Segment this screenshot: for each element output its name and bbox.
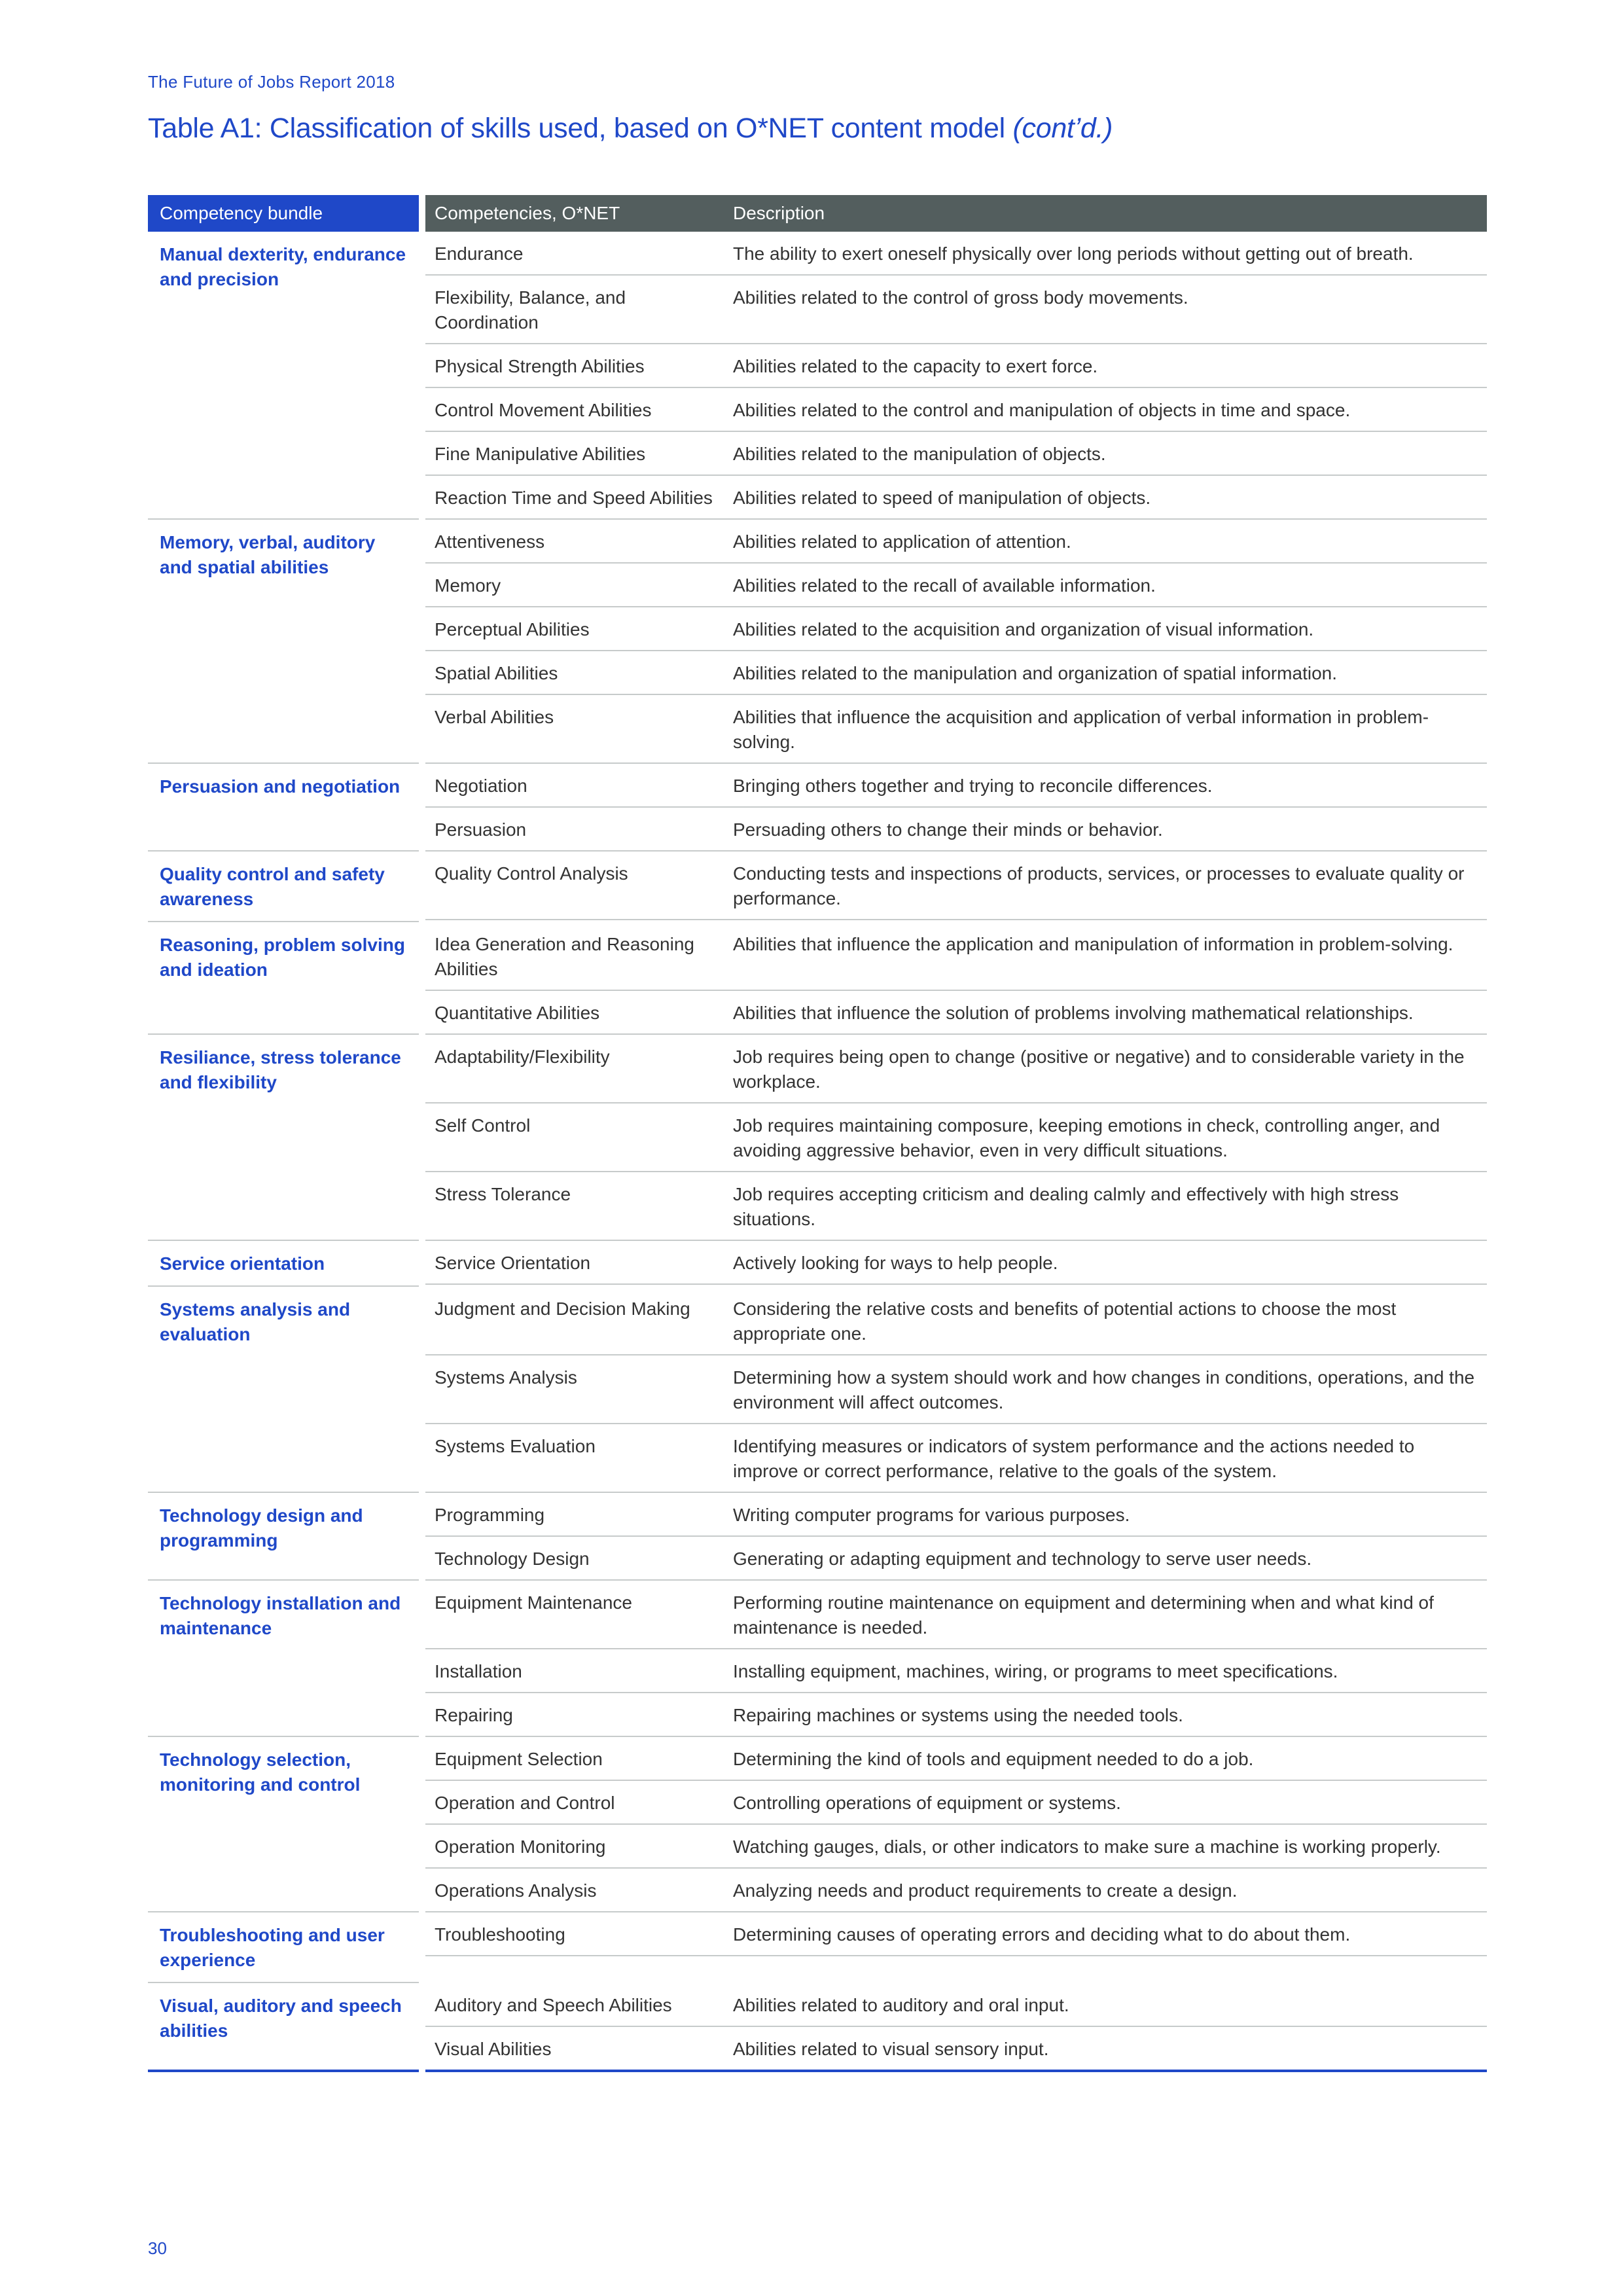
competency-group [148, 922, 1487, 1035]
description-cell: Abilities related to the manipulation and organization of spatial information. [733, 663, 1338, 683]
table-row [425, 1172, 1487, 1241]
competency-cell: Quality Control Analysis [435, 863, 628, 884]
description-cell: Determining the kind of tools and equipment needed to do a job. [733, 1749, 1254, 1769]
competency-cell: Reaction Time and Speed Abilities [435, 488, 713, 508]
table-row [425, 1983, 1487, 2027]
table-row [425, 1241, 1487, 1285]
competency-bundle-cell: Memory, verbal, auditory and spatial abilities [148, 520, 419, 764]
description-cell: The ability to exert oneself physically over long periods without getting out of breath. [733, 243, 1414, 264]
description-cell: Generating or adapting equipment and technology to serve user needs. [733, 1549, 1312, 1569]
competency-cell: Systems Analysis [435, 1367, 577, 1388]
competency-items [425, 1983, 1487, 2072]
table-row [425, 808, 1487, 852]
competency-cell: Control Movement Abilities [435, 400, 652, 420]
competency-cell: Self Control [435, 1115, 531, 1136]
description-cell: Abilities related to the control and manipulation of objects in time and space. [733, 400, 1351, 420]
description-cell: Abilities related to the acquisition and organization of visual information. [733, 619, 1314, 639]
competency-group [148, 1035, 1487, 1241]
competency-cell: Physical Strength Abilities [435, 356, 645, 376]
description-cell: Abilities that influence the solution of problems involving mathematical relationships. [733, 1003, 1414, 1023]
competency-cell: Spatial Abilities [435, 663, 558, 683]
table-row [425, 2027, 1487, 2072]
table-row [425, 476, 1487, 520]
competency-cell: Installation [435, 1661, 522, 1681]
table-row [425, 1035, 1487, 1103]
competency-items [425, 1287, 1487, 1493]
competency-group [148, 1737, 1487, 1912]
table-header-row [148, 195, 1487, 232]
competency-group [148, 1493, 1487, 1581]
competency-cell: Fine Manipulative Abilities [435, 444, 646, 464]
competency-cell: Auditory and Speech Abilities [435, 1995, 672, 2015]
running-head: The Future of Jobs Report 2018 [148, 72, 395, 92]
competency-cell: Operations Analysis [435, 1880, 597, 1901]
competency-cell: Equipment Selection [435, 1749, 603, 1769]
description-cell: Persuading others to change their minds or behavior. [733, 819, 1163, 840]
competency-cell: Perceptual Abilities [435, 619, 590, 639]
table-row [425, 1737, 1487, 1781]
description-cell: Watching gauges, dials, or other indicators to make sure a machine is working properly. [733, 1837, 1441, 1857]
header-description: Description [733, 195, 1487, 232]
description-cell: Job requires accepting criticism and dealing calmly and effectively with high stress situations. [733, 1184, 1399, 1229]
table-row [425, 520, 1487, 564]
competency-cell: Stress Tolerance [435, 1184, 571, 1204]
competency-cell: Programming [435, 1505, 545, 1525]
description-cell: Abilities related to the manipulation of objects. [733, 444, 1106, 464]
competency-items [425, 764, 1487, 852]
description-cell: Actively looking for ways to help people. [733, 1253, 1058, 1273]
table-row [425, 564, 1487, 607]
table-row [425, 1825, 1487, 1869]
description-cell: Determining causes of operating errors and deciding what to do about them. [733, 1924, 1351, 1945]
table-row [425, 1355, 1487, 1424]
table-title-contd: (cont’d.) [1012, 113, 1113, 144]
competency-group [148, 1983, 1487, 2072]
competency-items [425, 1737, 1487, 1912]
table-row [425, 388, 1487, 432]
competency-cell: Adaptability/Flexibility [435, 1047, 610, 1067]
table-row [425, 1581, 1487, 1649]
description-cell: Abilities related to the control of gross body movements. [733, 287, 1188, 308]
competency-cell: Negotiation [435, 776, 527, 796]
table-row [425, 232, 1487, 276]
competency-group [148, 852, 1487, 922]
description-cell: Job requires maintaining composure, keeping emotions in check, controlling anger, and avoiding aggressive behavior, even in very difficult situations. [733, 1115, 1440, 1160]
table-title-main: Table A1: Classification of skills used, based on O*NET content model [148, 113, 1013, 144]
description-cell: Controlling operations of equipment or systems. [733, 1793, 1121, 1813]
table-title [148, 113, 1113, 145]
table-row [425, 651, 1487, 695]
description-cell: Bringing others together and trying to reconcile differences. [733, 776, 1213, 796]
description-cell: Performing routine maintenance on equipment and determining when and what kind of maintenance is needed. [733, 1592, 1434, 1638]
header-competencies: Competencies, O*NET [425, 195, 733, 232]
competency-items [425, 1912, 1487, 1983]
competency-items [425, 852, 1487, 922]
competency-cell: Systems Evaluation [435, 1436, 596, 1456]
table-row [425, 1103, 1487, 1172]
competency-bundle-cell: Visual, auditory and speech abilities [148, 1983, 419, 2072]
page-number: 30 [148, 2238, 167, 2258]
competency-items [425, 1581, 1487, 1737]
description-cell: Abilities related to visual sensory input. [733, 2039, 1049, 2059]
table-row [425, 432, 1487, 476]
competency-bundle-cell: Systems analysis and evaluation [148, 1287, 419, 1493]
table-row [425, 276, 1487, 344]
competency-cell: Quantitative Abilities [435, 1003, 600, 1023]
competency-cell: Repairing [435, 1705, 513, 1725]
table-row [425, 1781, 1487, 1825]
description-cell: Abilities that influence the application and manipulation of information in problem-solving. [733, 934, 1454, 954]
competency-cell: Endurance [435, 243, 524, 264]
competency-bundle-cell: Quality control and safety awareness [148, 852, 419, 922]
competency-bundle-cell: Manual dexterity, endurance and precision [148, 232, 419, 520]
description-cell: Job requires being open to change (positive or negative) and to considerable variety in the workplace. [733, 1047, 1465, 1092]
competency-items [425, 922, 1487, 1035]
competency-bundle-cell: Reasoning, problem solving and ideation [148, 922, 419, 1035]
description-cell: Considering the relative costs and benefits of potential actions to choose the most appropriate one. [733, 1299, 1397, 1344]
table-row [425, 1912, 1487, 1956]
competency-cell: Troubleshooting [435, 1924, 565, 1945]
competency-bundle-cell: Technology design and programming [148, 1493, 419, 1581]
competency-bundle-cell: Technology installation and maintenance [148, 1581, 419, 1737]
description-cell: Identifying measures or indicators of system performance and the actions needed to improve or correct performance, relative to the goals of the system. [733, 1436, 1415, 1481]
description-cell: Abilities related to application of attention. [733, 531, 1071, 552]
table-row [425, 1693, 1487, 1737]
table-row [425, 1649, 1487, 1693]
table-row [425, 1493, 1487, 1537]
competency-bundle-cell: Troubleshooting and user experience [148, 1912, 419, 1983]
description-cell: Repairing machines or systems using the needed tools. [733, 1705, 1183, 1725]
description-cell: Abilities related to the capacity to exert force. [733, 356, 1098, 376]
competency-cell: Operation Monitoring [435, 1837, 606, 1857]
table-row [425, 607, 1487, 651]
competency-bundle-cell: Service orientation [148, 1241, 419, 1287]
table-row [425, 1287, 1487, 1355]
description-cell: Conducting tests and inspections of products, services, or processes to evaluate quality or performance. [733, 863, 1465, 908]
competency-group [148, 1912, 1487, 1983]
table-row [425, 1424, 1487, 1493]
competency-cell: Verbal Abilities [435, 707, 554, 727]
competency-cell: Attentiveness [435, 531, 545, 552]
competency-group [148, 1581, 1487, 1737]
competency-bundle-cell: Technology selection, monitoring and control [148, 1737, 419, 1912]
competency-items [425, 1493, 1487, 1581]
competency-items [425, 1241, 1487, 1287]
description-cell: Abilities related to speed of manipulation of objects. [733, 488, 1151, 508]
competency-items [425, 520, 1487, 764]
competency-items [425, 232, 1487, 520]
table-row [425, 764, 1487, 808]
competency-cell: Idea Generation and Reasoning Abilities [435, 934, 694, 979]
competency-group [148, 232, 1487, 520]
competency-group [148, 1241, 1487, 1287]
description-cell: Installing equipment, machines, wiring, or programs to meet specifications. [733, 1661, 1338, 1681]
competency-cell: Judgment and Decision Making [435, 1299, 690, 1319]
competency-group [148, 764, 1487, 852]
competency-cell: Service Orientation [435, 1253, 591, 1273]
skills-classification-table [148, 195, 1487, 2072]
table-row [425, 991, 1487, 1035]
table-row [425, 1869, 1487, 1912]
competency-group [148, 1287, 1487, 1493]
competency-cell: Memory [435, 575, 501, 596]
table-row [425, 344, 1487, 388]
competency-cell: Equipment Maintenance [435, 1592, 632, 1613]
competency-bundle-cell: Resiliance, stress tolerance and flexibility [148, 1035, 419, 1241]
competency-cell: Visual Abilities [435, 2039, 552, 2059]
table-row [425, 852, 1487, 920]
description-cell: Abilities related to auditory and oral input. [733, 1995, 1069, 2015]
competency-group [148, 520, 1487, 764]
description-cell: Determining how a system should work and how changes in conditions, operations, and the environment will affect outcomes. [733, 1367, 1475, 1412]
description-cell: Abilities that influence the acquisition and application of verbal information in problem-solving. [733, 707, 1429, 752]
header-competency-bundle: Competency bundle [148, 195, 419, 232]
description-cell: Writing computer programs for various purposes. [733, 1505, 1130, 1525]
competency-cell: Flexibility, Balance, and Coordination [435, 287, 626, 332]
table-row [425, 1537, 1487, 1581]
competency-bundle-cell: Persuasion and negotiation [148, 764, 419, 852]
competency-cell: Operation and Control [435, 1793, 615, 1813]
description-cell: Analyzing needs and product requirements to create a design. [733, 1880, 1238, 1901]
description-cell: Abilities related to the recall of available information. [733, 575, 1156, 596]
table-row [425, 922, 1487, 991]
competency-cell: Persuasion [435, 819, 527, 840]
competency-cell: Technology Design [435, 1549, 590, 1569]
table-body [148, 232, 1487, 2072]
competency-items [425, 1035, 1487, 1241]
table-row [425, 695, 1487, 764]
